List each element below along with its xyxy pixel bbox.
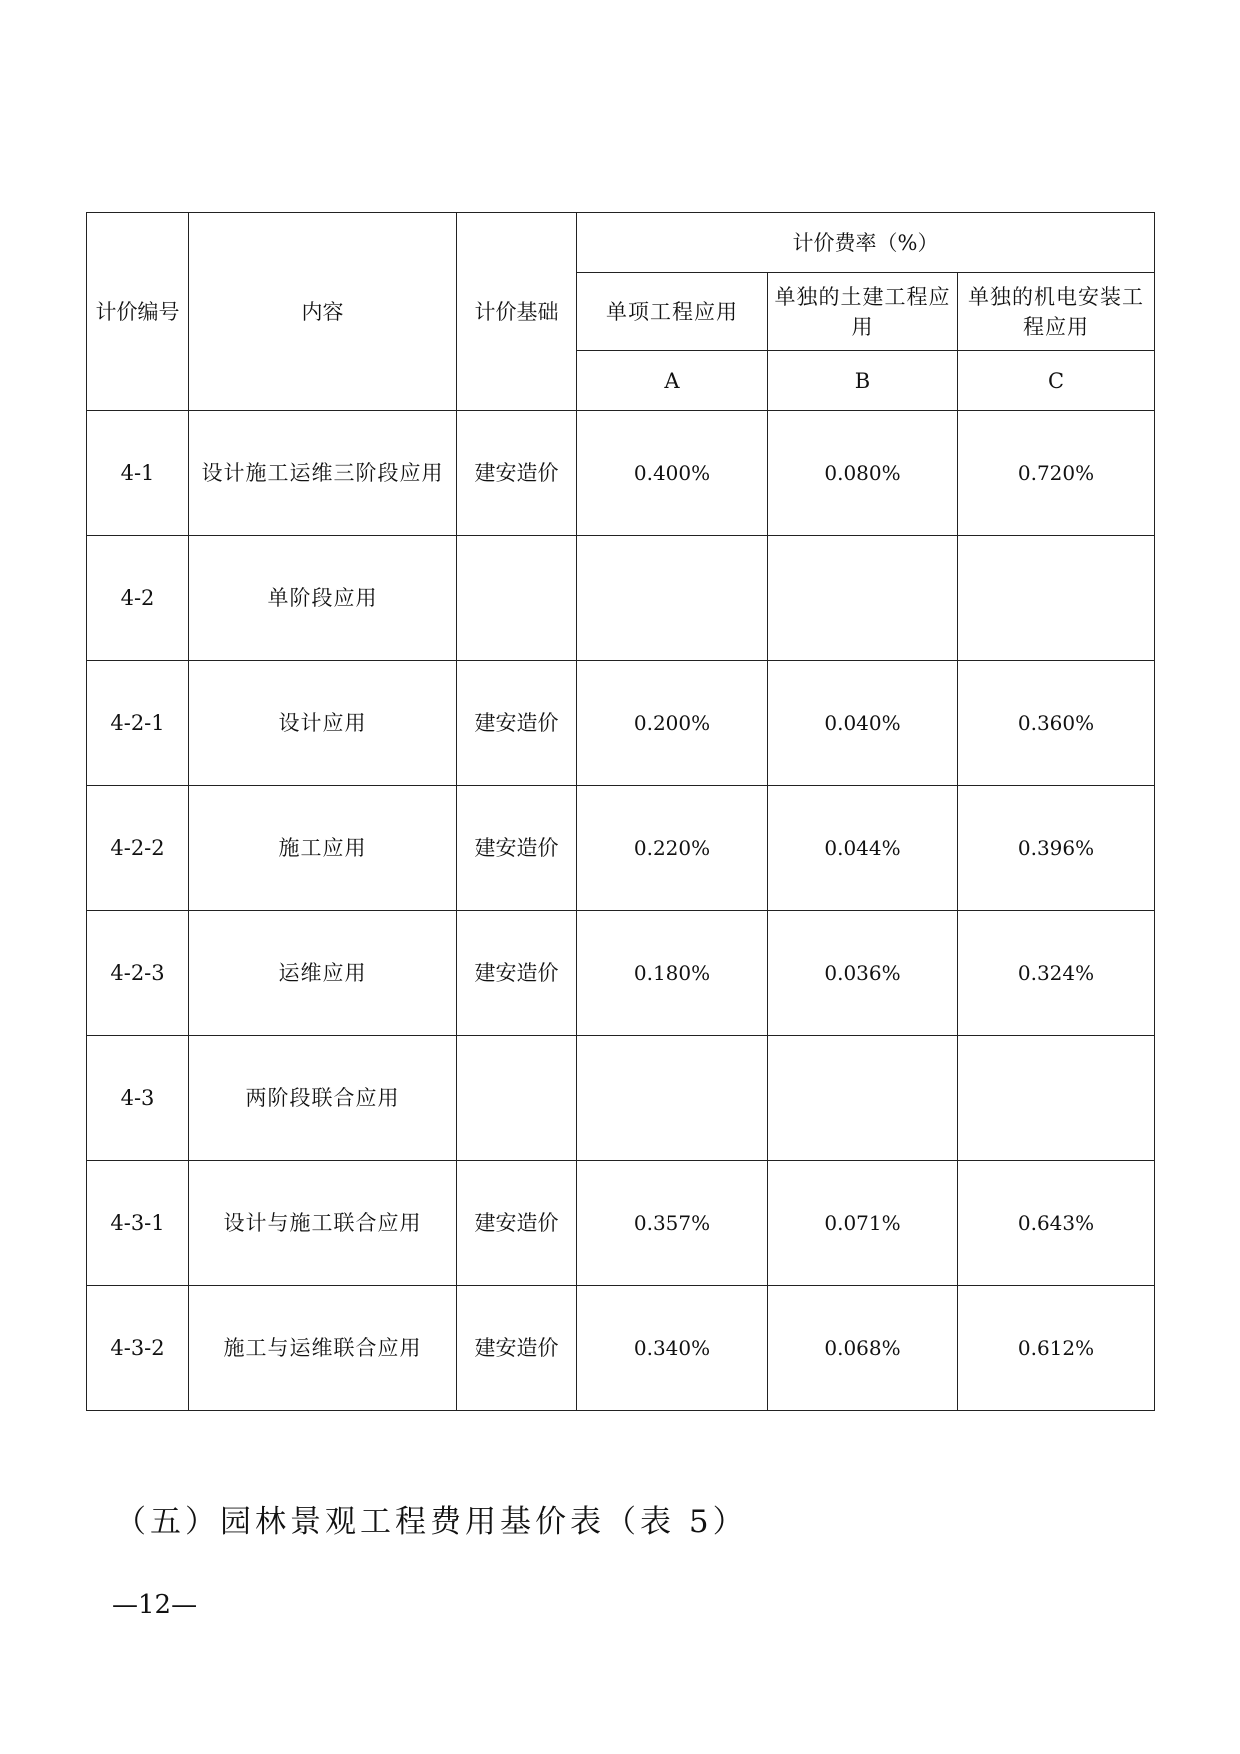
cell-code: 4-1 <box>87 411 189 536</box>
cell-rate-a: 0.357% <box>577 1161 768 1286</box>
cell-rate-c: 0.360% <box>958 661 1155 786</box>
header-letter-b: B <box>768 351 958 411</box>
cell-content: 两阶段联合应用 <box>189 1036 457 1161</box>
header-basis: 计价基础 <box>457 213 577 411</box>
cell-code: 4-3 <box>87 1036 189 1161</box>
cell-rate-c: 0.720% <box>958 411 1155 536</box>
cell-rate-b: 0.068% <box>768 1286 958 1411</box>
cell-rate-c <box>958 536 1155 661</box>
cell-rate-b: 0.044% <box>768 786 958 911</box>
cell-rate-a: 0.180% <box>577 911 768 1036</box>
rate-table <box>86 212 1155 1411</box>
cell-basis: 建安造价 <box>457 1286 577 1411</box>
cell-rate-b: 0.040% <box>768 661 958 786</box>
cell-code: 4-3-1 <box>87 1161 189 1286</box>
cell-basis <box>457 536 577 661</box>
cell-rate-b <box>768 536 958 661</box>
section-heading: （五）园林景观工程费用基价表（表 5） <box>115 1504 748 1540</box>
header-content: 内容 <box>189 213 457 411</box>
table-row <box>87 911 1155 1036</box>
cell-rate-c: 0.396% <box>958 786 1155 911</box>
cell-rate-c: 0.612% <box>958 1286 1155 1411</box>
cell-code: 4-2-1 <box>87 661 189 786</box>
header-letter-c: C <box>958 351 1155 411</box>
cell-rate-c: 0.324% <box>958 911 1155 1036</box>
cell-rate-a: 0.340% <box>577 1286 768 1411</box>
table-row <box>87 661 1155 786</box>
page-number: —12— <box>112 1590 198 1620</box>
cell-content: 施工应用 <box>189 786 457 911</box>
header-col-b: 单独的土建工程应用 <box>768 273 958 351</box>
cell-rate-b: 0.036% <box>768 911 958 1036</box>
cell-content: 施工与运维联合应用 <box>189 1286 457 1411</box>
cell-content: 设计与施工联合应用 <box>189 1161 457 1286</box>
table-row <box>87 411 1155 536</box>
header-letter-a: A <box>577 351 768 411</box>
cell-basis: 建安造价 <box>457 1161 577 1286</box>
table-header <box>87 213 1155 411</box>
cell-code: 4-2-3 <box>87 911 189 1036</box>
cell-rate-b: 0.080% <box>768 411 958 536</box>
table-row <box>87 1286 1155 1411</box>
cell-basis: 建安造价 <box>457 786 577 911</box>
cell-rate-c: 0.643% <box>958 1161 1155 1286</box>
header-col-c: 单独的机电安装工程应用 <box>958 273 1155 351</box>
cell-rate-b <box>768 1036 958 1161</box>
cell-basis <box>457 1036 577 1161</box>
table-body <box>87 411 1155 1411</box>
cell-rate-a: 0.200% <box>577 661 768 786</box>
cell-rate-a <box>577 1036 768 1161</box>
cell-content: 单阶段应用 <box>189 536 457 661</box>
cell-code: 4-2-2 <box>87 786 189 911</box>
cell-rate-b: 0.071% <box>768 1161 958 1286</box>
header-code: 计价编号 <box>87 213 189 411</box>
cell-content: 运维应用 <box>189 911 457 1036</box>
cell-rate-c <box>958 1036 1155 1161</box>
cell-basis: 建安造价 <box>457 411 577 536</box>
header-rate-group: 计价费率（%） <box>577 213 1155 273</box>
table-row <box>87 1036 1155 1161</box>
cell-rate-a: 0.400% <box>577 411 768 536</box>
cell-content: 设计施工运维三阶段应用 <box>189 411 457 536</box>
cell-rate-a: 0.220% <box>577 786 768 911</box>
cell-basis: 建安造价 <box>457 911 577 1036</box>
cell-content: 设计应用 <box>189 661 457 786</box>
cell-code: 4-2 <box>87 536 189 661</box>
cell-rate-a <box>577 536 768 661</box>
cell-basis: 建安造价 <box>457 661 577 786</box>
table-row <box>87 786 1155 911</box>
cell-code: 4-3-2 <box>87 1286 189 1411</box>
table-row <box>87 536 1155 661</box>
table-row <box>87 1161 1155 1286</box>
header-col-a: 单项工程应用 <box>577 273 768 351</box>
